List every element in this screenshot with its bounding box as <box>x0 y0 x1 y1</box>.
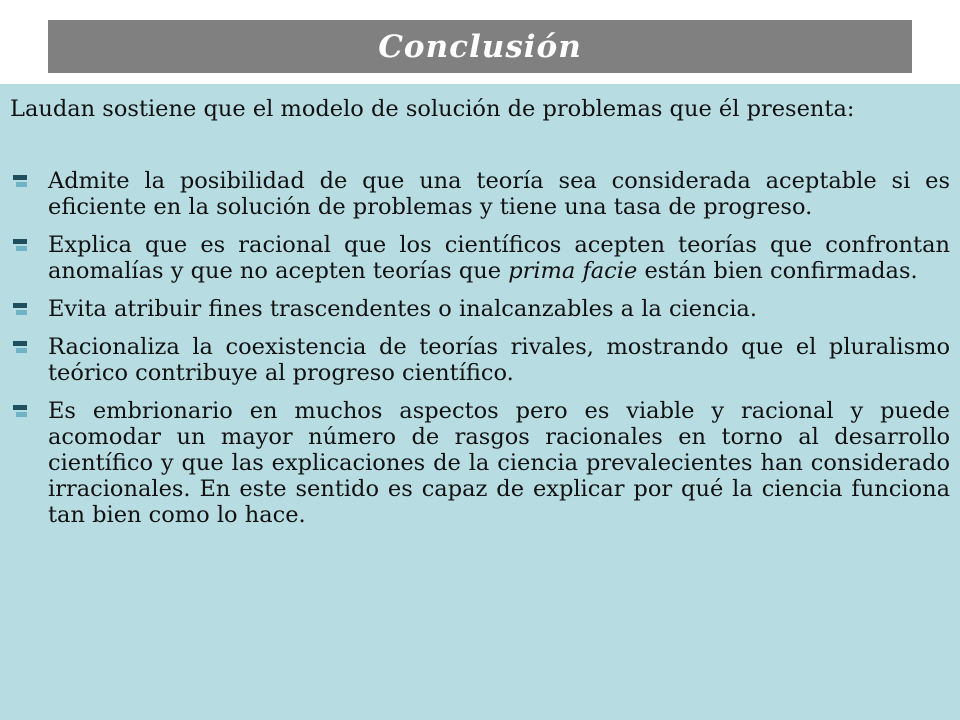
italic-term: prima facie <box>508 258 638 284</box>
bullet-text: Evita atribuir fines trascendentes o inalcanzables a la ciencia. <box>48 296 757 322</box>
bullet-text-part: Explica que es racional que los científicos acepten teorías que confrontan anomalías y que no acepten teorías que <box>48 232 950 284</box>
square-bullet-icon <box>13 175 27 187</box>
square-bullet-icon <box>13 405 27 417</box>
slide-title: Conclusión <box>378 28 582 65</box>
slide-content <box>10 96 950 540</box>
bullet-text: Admite la posibilidad de que una teoría sea considerada aceptable si es eficiente en la solución de problemas y tiene una tasa de progreso. <box>48 168 950 220</box>
square-bullet-icon <box>13 341 27 353</box>
intro-text: Laudan sostiene que el modelo de solución de problemas que él presenta: <box>10 96 855 122</box>
bullet-text <box>48 232 950 284</box>
bullet-list <box>10 168 950 528</box>
bullet-text-part: están bien confirmadas. <box>637 258 918 284</box>
bullet-item <box>10 232 950 284</box>
bullet-item <box>10 334 950 386</box>
bullet-item <box>10 168 950 220</box>
bullet-text: Es embrionario en muchos aspectos pero es viable y racional y puede acomodar un mayor número de rasgos racionales en torno al desarrollo científico y que las explicaciones de la ciencia prevalecientes han considerado irracionales. En este sentido es capaz de explicar por qué la ciencia funciona tan bien como lo hace. <box>48 398 950 528</box>
bullet-text: Racionaliza la coexistencia de teorías rivales, mostrando que el pluralismo teórico contribuye al progreso científico. <box>48 334 950 386</box>
bullet-item <box>10 296 950 322</box>
square-bullet-icon <box>13 303 27 315</box>
title-bar <box>48 20 912 73</box>
bullet-item <box>10 398 950 528</box>
square-bullet-icon <box>13 239 27 251</box>
